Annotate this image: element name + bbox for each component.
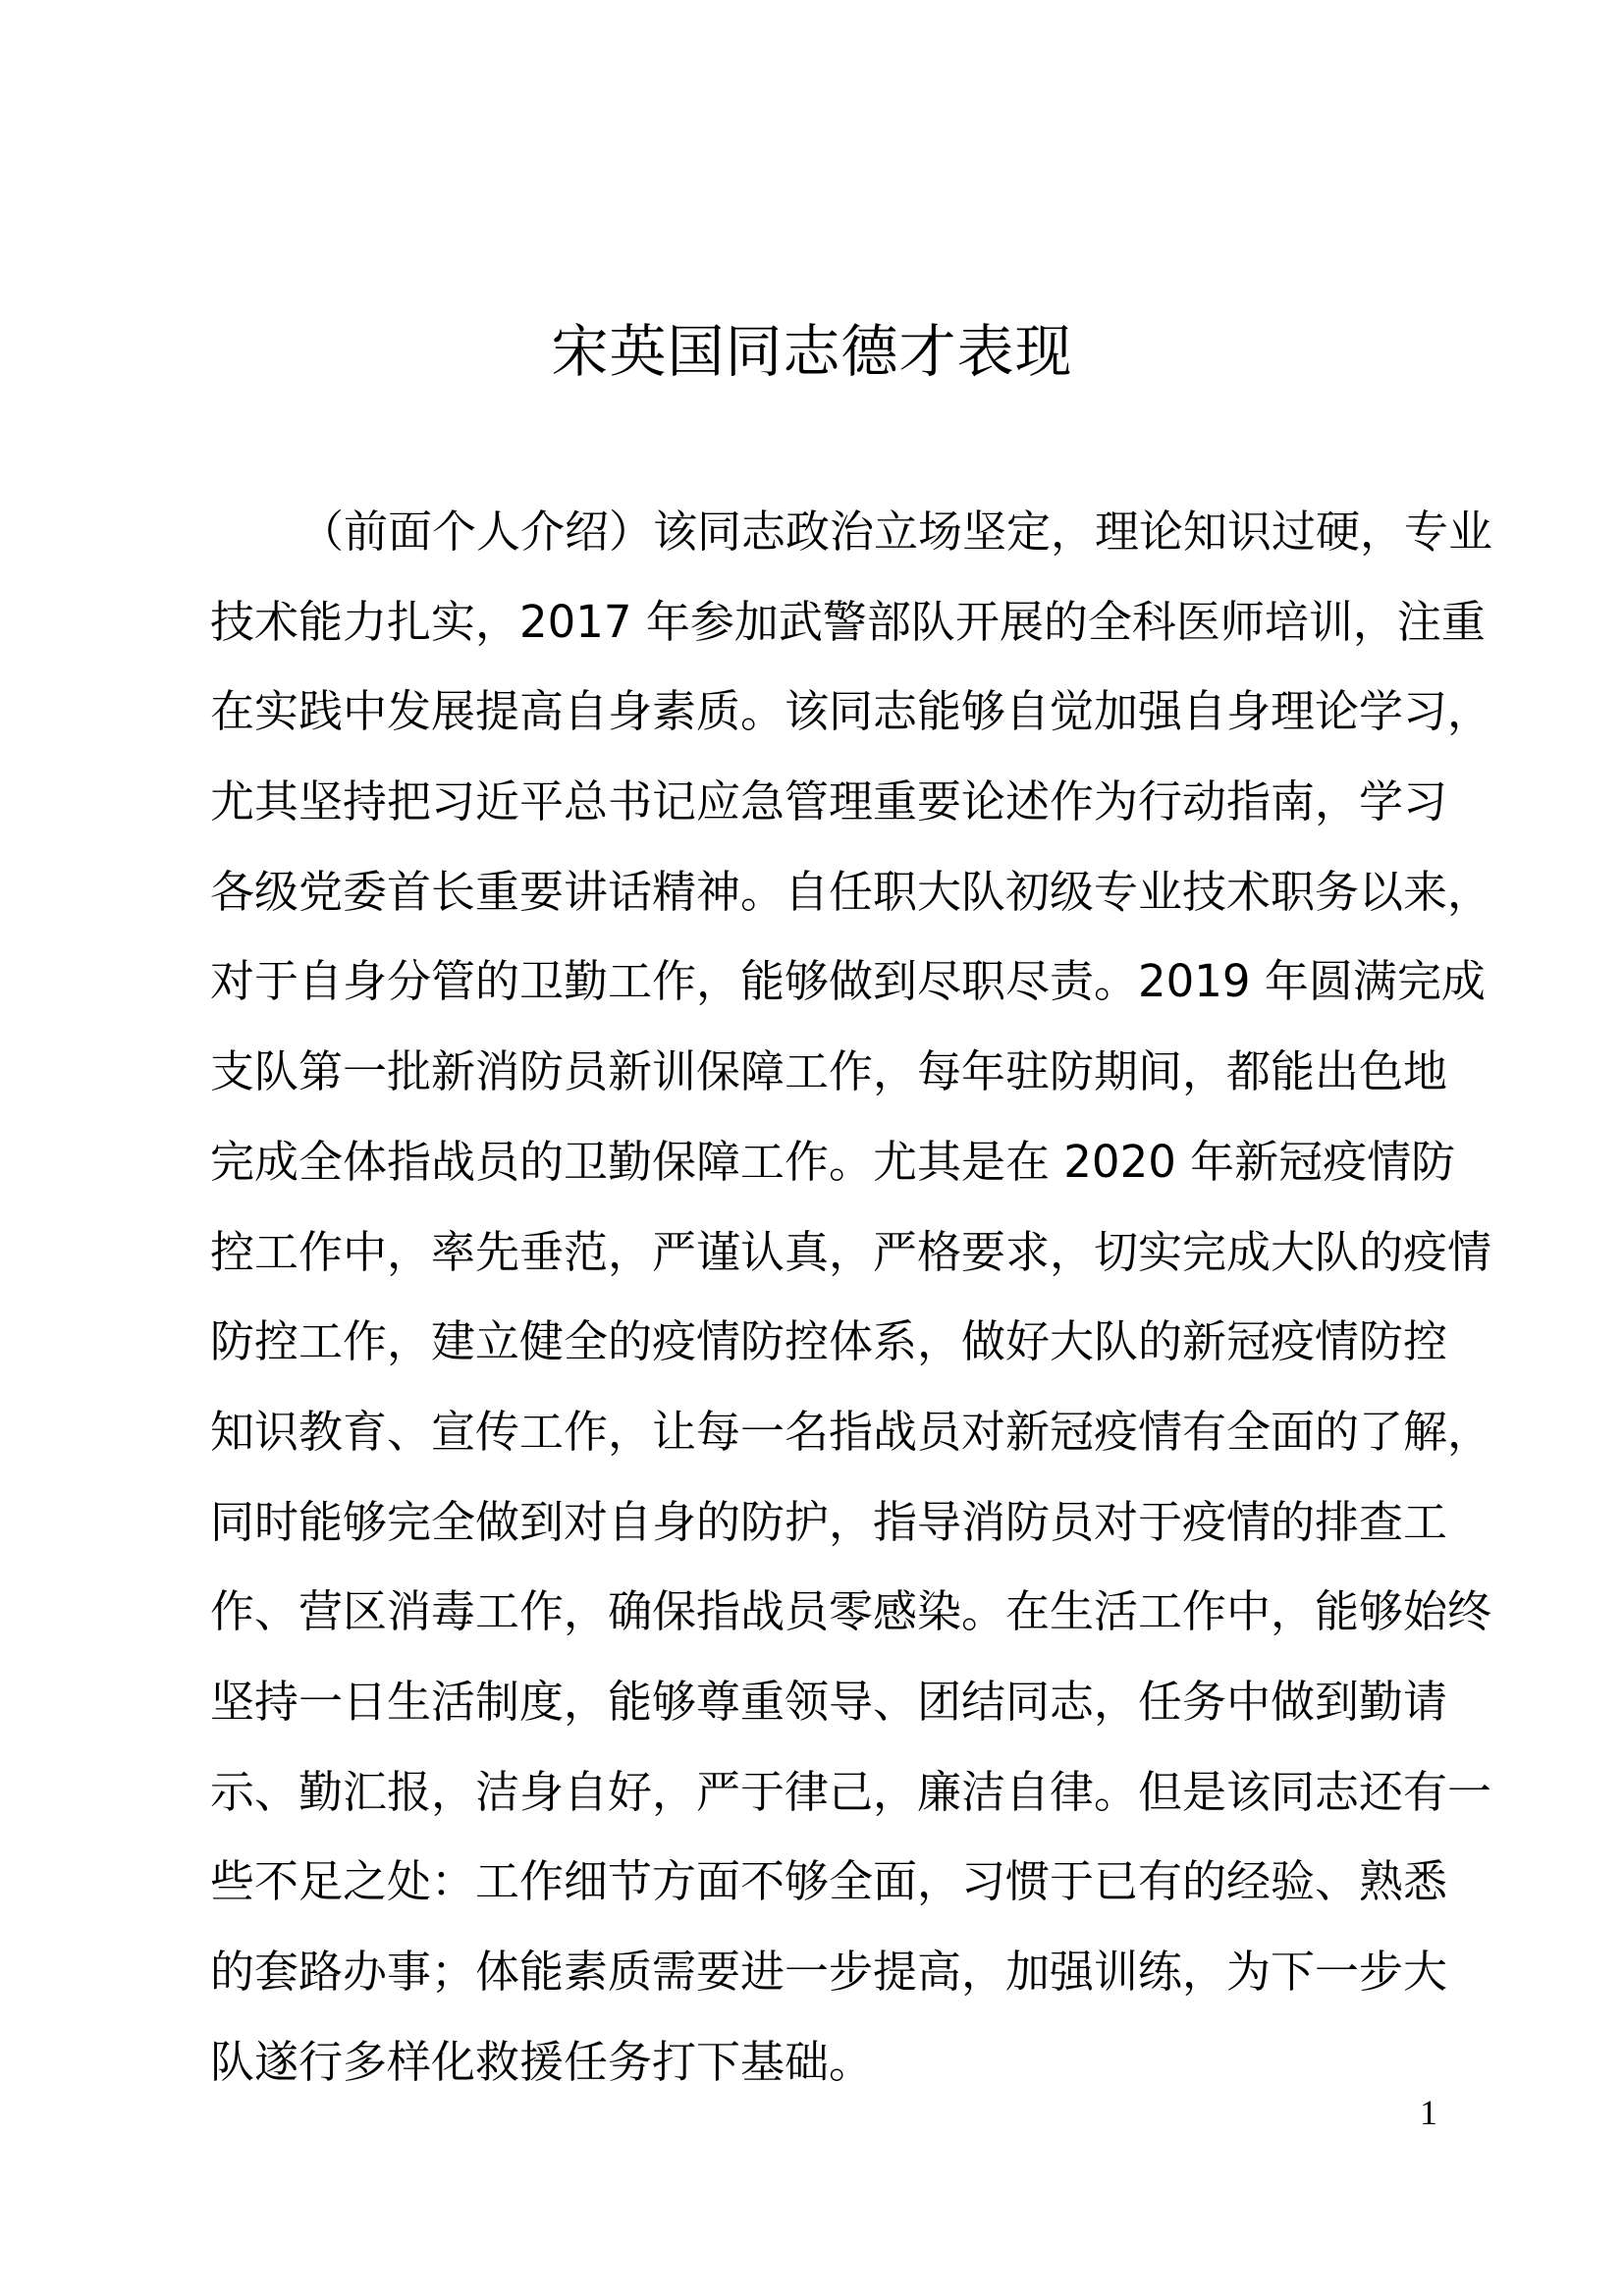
paragraph-line: 坚持一日生活制度，能够尊重领导、团结同志，任务中做到勤请: [210, 1675, 1448, 1728]
paragraph-line: （前面个人介绍）该同志政治立场坚定，理论知识过硬，专业: [299, 506, 1493, 558]
paragraph-line: 尤其坚持把习近平总书记应急管理重要论述作为行动指南，学习: [210, 775, 1448, 828]
document-title: 宋英国同志德才表现: [551, 318, 1073, 385]
paragraph-line: 的套路办事；体能素质需要进一步提高，加强训练，为下一步大: [210, 1946, 1448, 1998]
paragraph-line: 队遂行多样化救援任务打下基础。: [210, 2035, 874, 2088]
paragraph-line: 对于自身分管的卫勤工作，能够做到尽职尽责。2019 年圆满完成: [210, 955, 1486, 1008]
page-number: 1: [1420, 2093, 1437, 2132]
paragraph-line: 防控工作，建立健全的疫情防控体系，做好大队的新冠疫情防控: [210, 1315, 1448, 1368]
body-paragraph: [210, 487, 1493, 2107]
paragraph-line: 知识教育、宣传工作，让每一名指战员对新冠疫情有全面的了解，: [210, 1405, 1492, 1458]
paragraph-line: 技术能力扎实，2017 年参加武警部队开展的全科医师培训，注重: [210, 595, 1486, 648]
paragraph-line: 示、勤汇报，洁身自好，严于律己，廉洁自律。但是该同志还有一: [210, 1765, 1492, 1818]
paragraph-line: 作、营区消毒工作，确保指战员零感染。在生活工作中，能够始终: [210, 1585, 1492, 1638]
paragraph-line: 在实践中发展提高自身素质。该同志能够自觉加强自身理论学习，: [210, 685, 1492, 738]
paragraph-line: 各级党委首长重要讲话精神。自任职大队初级专业技术职务以来，: [210, 865, 1492, 918]
paragraph-line: 支队第一批新消防员新训保障工作，每年驻防期间，都能出色地: [210, 1045, 1448, 1098]
paragraph-line: 些不足之处：工作细节方面不够全面，习惯于已有的经验、熟悉: [210, 1855, 1448, 1908]
paragraph-line: 同时能够完全做到对自身的防护，指导消防员对于疫情的排查工: [210, 1495, 1448, 1548]
paragraph-line: 控工作中，率先垂范，严谨认真，严格要求，切实完成大队的疫情: [210, 1225, 1492, 1278]
paragraph-line: 完成全体指战员的卫勤保障工作。尤其是在 2020 年新冠疫情防: [210, 1135, 1456, 1188]
